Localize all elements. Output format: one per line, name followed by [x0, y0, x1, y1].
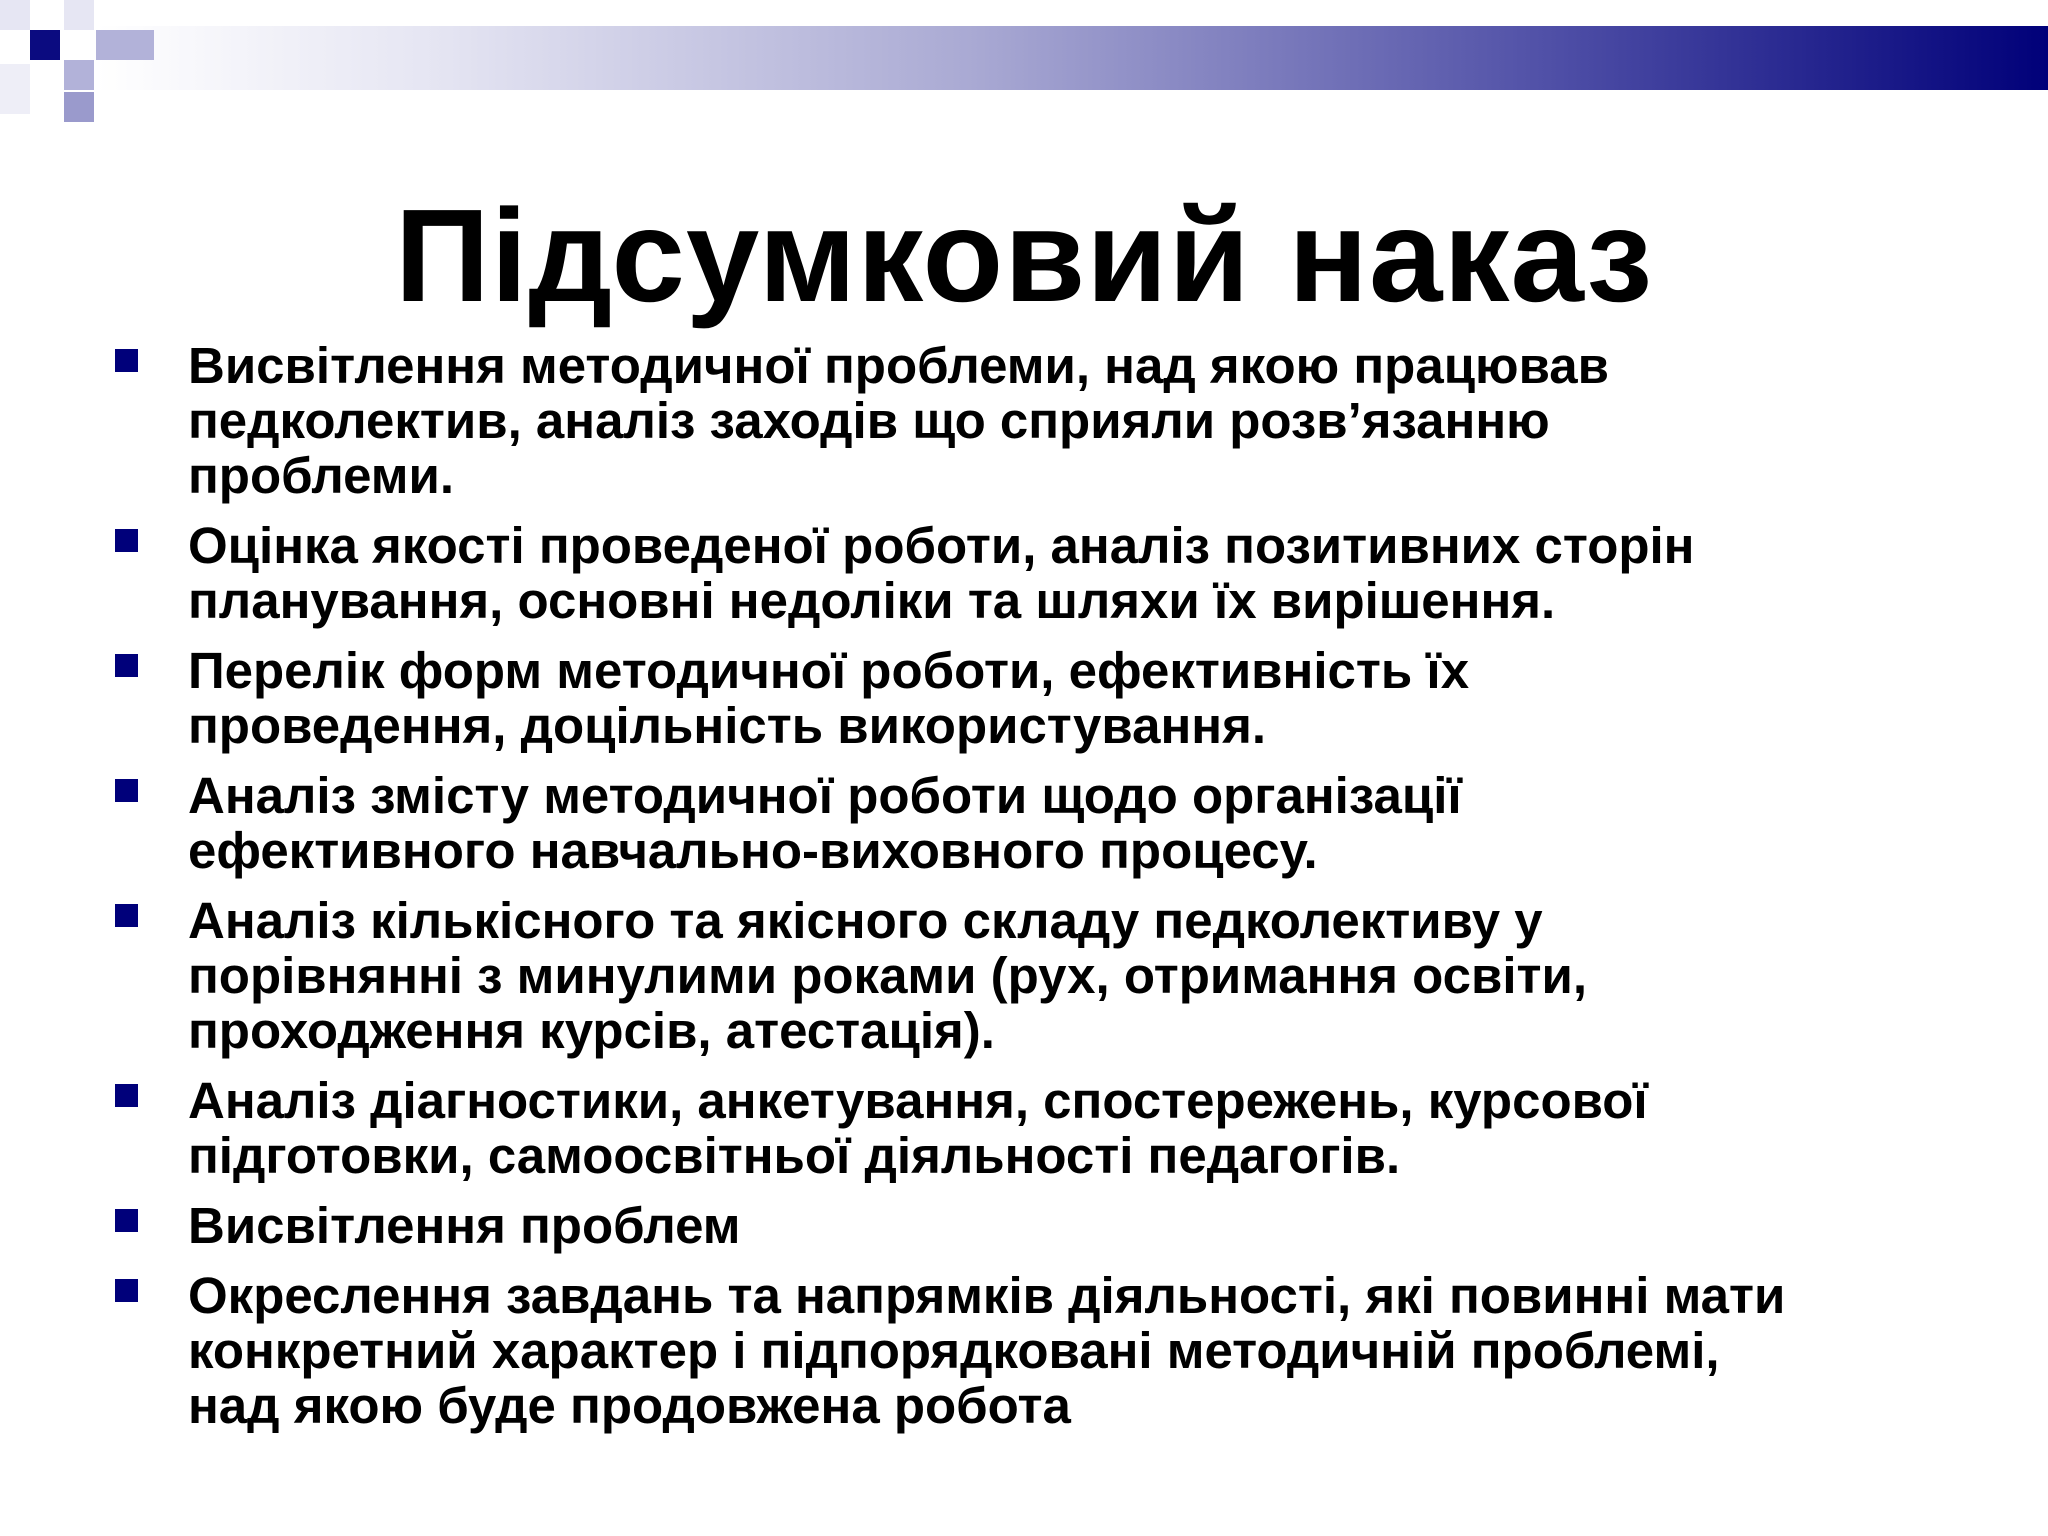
- square-bullet-icon: [115, 1209, 138, 1232]
- bullet-line: підготовки, самоосвітньої діяльності педагогів.: [188, 1127, 1401, 1184]
- bullet-line: Перелік форм методичної роботи, ефективність їх: [188, 642, 1470, 699]
- bullet-line: педколектив, аналіз заходів що сприяли розв’язанню: [188, 392, 1550, 449]
- bullet-item: [110, 1198, 2010, 1253]
- decor-square: [64, 92, 94, 122]
- bullet-line: проблеми.: [188, 447, 455, 504]
- bullet-list: [110, 338, 2010, 1448]
- bullet-item: [110, 338, 2010, 503]
- bullet-line: порівнянні з минулими роками (рух, отримання освіти,: [188, 947, 1588, 1004]
- bullet-line: конкретний характер і підпорядковані методичній проблемі,: [188, 1322, 1720, 1379]
- bullet-line: Аналіз змісту методичної роботи щодо організації: [188, 767, 1462, 824]
- square-bullet-icon: [115, 349, 138, 372]
- decor-square: [0, 64, 30, 114]
- decor-square: [64, 60, 94, 90]
- bullet-line: ефективного навчально-виховного процесу.: [188, 822, 1318, 879]
- square-bullet-icon: [115, 1084, 138, 1107]
- bullet-line: проведення, доцільність використування.: [188, 697, 1266, 754]
- slide-title: Підсумковий наказ: [394, 182, 1654, 329]
- bullet-item: [110, 518, 2010, 628]
- square-bullet-icon: [115, 529, 138, 552]
- bullet-line: проходження курсів, атестація).: [188, 1002, 995, 1059]
- bullet-line: над якою буде продовжена робота: [188, 1377, 1071, 1434]
- bullet-line: планування, основні недоліки та шляхи їх вирішення.: [188, 572, 1556, 629]
- bullet-line: Аналіз діагностики, анкетування, спостережень, курсової: [188, 1072, 1648, 1129]
- bullet-item: [110, 893, 2010, 1058]
- square-bullet-icon: [115, 654, 138, 677]
- bullet-line: Окреслення завдань та напрямків діяльності, які повинні мати: [188, 1267, 1786, 1324]
- bullet-line: Висвітлення методичної проблеми, над якою працював: [188, 337, 1610, 394]
- decor-square: [0, 0, 30, 30]
- square-bullet-icon: [115, 779, 138, 802]
- bullet-item: [110, 1268, 2010, 1433]
- square-bullet-icon: [115, 1279, 138, 1302]
- bullet-line: Оцінка якості проведеної роботи, аналіз позитивних сторін: [188, 517, 1695, 574]
- decor-square: [30, 30, 60, 60]
- decor-square: [64, 0, 94, 30]
- bullet-item: [110, 768, 2010, 878]
- bullet-item: [110, 643, 2010, 753]
- square-bullet-icon: [115, 904, 138, 927]
- header-gradient-bar: [96, 26, 2048, 90]
- bullet-item: [110, 1073, 2010, 1183]
- decor-square: [96, 30, 154, 60]
- bullet-line: Аналіз кількісного та якісного складу педколективу у: [188, 892, 1543, 949]
- bullet-line: Висвітлення проблем: [188, 1197, 741, 1254]
